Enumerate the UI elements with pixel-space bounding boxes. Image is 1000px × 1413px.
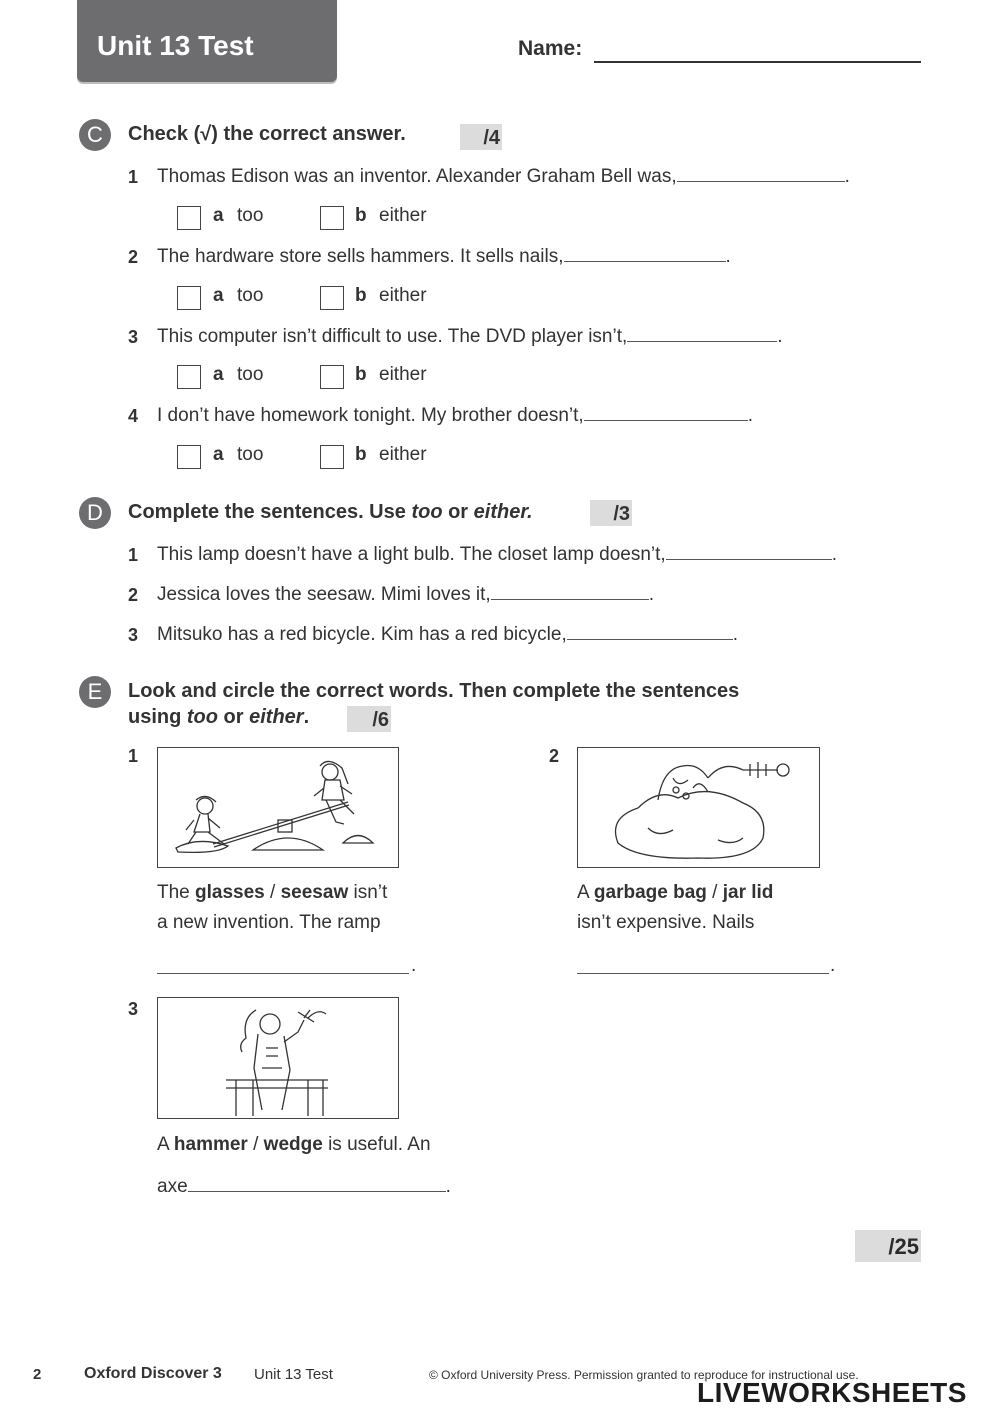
option-a-letter: a bbox=[213, 364, 224, 385]
option-b-label: either bbox=[379, 444, 427, 465]
item-sentence: A garbage bag / jar lid bbox=[577, 882, 774, 903]
option-a-letter: a bbox=[213, 205, 224, 226]
question-number: 1 bbox=[128, 167, 139, 187]
option-b-checkbox[interactable] bbox=[320, 365, 344, 389]
hammer-illustration bbox=[157, 997, 399, 1119]
question-text: Jessica loves the seesaw. Mimi loves it, . bbox=[157, 584, 654, 605]
option-a-letter: a bbox=[213, 285, 224, 306]
word-choice[interactable]: hammer bbox=[173, 1134, 248, 1155]
question-text: Mitsuko has a red bicycle. Kim has a red bicycle, . bbox=[157, 624, 739, 645]
option-a-letter: a bbox=[213, 444, 224, 465]
option-b-checkbox[interactable] bbox=[320, 445, 344, 469]
option-b-letter: b bbox=[355, 205, 367, 226]
question-number: 4 bbox=[128, 406, 139, 426]
name-label: Name: bbox=[518, 37, 583, 60]
option-a-label: too bbox=[237, 444, 264, 465]
option-b-label: either bbox=[379, 205, 427, 226]
question-number: 3 bbox=[128, 625, 139, 645]
section-e-score: /6 bbox=[347, 706, 391, 732]
answer-blank[interactable] bbox=[577, 957, 829, 974]
section-c-heading: Check (√) the correct answer. bbox=[128, 123, 406, 145]
answer-blank[interactable] bbox=[157, 957, 409, 974]
question-number: 2 bbox=[128, 585, 139, 605]
option-b-letter: b bbox=[355, 364, 367, 385]
hammer-drawing bbox=[158, 998, 398, 1118]
liveworksheets-logo: LIVEWORKSHEETS bbox=[697, 1377, 967, 1408]
answer-blank[interactable] bbox=[627, 325, 777, 342]
page-title: Unit 13 Test bbox=[97, 30, 254, 61]
option-b-checkbox[interactable] bbox=[320, 286, 344, 310]
garbage-bag-illustration bbox=[577, 747, 820, 868]
option-a-label: too bbox=[237, 364, 264, 385]
option-b-letter: b bbox=[355, 444, 367, 465]
option-b-letter: b bbox=[355, 285, 367, 306]
answer-blank[interactable] bbox=[584, 404, 748, 421]
section-c-marker: C bbox=[79, 119, 111, 151]
section-d-marker: D bbox=[79, 497, 111, 529]
question-number: 3 bbox=[128, 999, 139, 1019]
word-choice[interactable]: garbage bag bbox=[593, 882, 707, 903]
book-title: Oxford Discover 3 bbox=[84, 1365, 222, 1382]
question-number: 2 bbox=[128, 247, 139, 267]
unit-label: Unit 13 Test bbox=[254, 1366, 333, 1383]
question-number: 3 bbox=[128, 327, 139, 347]
question-number: 1 bbox=[128, 746, 139, 766]
word-choice[interactable]: jar lid bbox=[722, 882, 774, 903]
option-a-label: too bbox=[237, 205, 264, 226]
option-a-checkbox[interactable] bbox=[177, 206, 201, 230]
section-d-score: /3 bbox=[590, 500, 632, 526]
word-choice[interactable]: seesaw bbox=[280, 882, 349, 903]
seesaw-illustration bbox=[157, 747, 399, 868]
section-d-heading: Complete the sentences. Use too or either. bbox=[128, 501, 533, 523]
word-choice[interactable]: wedge bbox=[263, 1134, 323, 1155]
answer-blank[interactable] bbox=[491, 583, 649, 600]
section-e-heading: Look and circle the correct words. Then complete the sentences bbox=[128, 680, 740, 702]
option-a-checkbox[interactable] bbox=[177, 365, 201, 389]
garbage-bag-drawing bbox=[578, 748, 819, 867]
page-number: 2 bbox=[33, 1366, 42, 1383]
section-e-marker: E bbox=[79, 676, 111, 708]
word-choice[interactable]: glasses bbox=[195, 882, 265, 903]
option-a-checkbox[interactable] bbox=[177, 286, 201, 310]
item-sentence: The glasses / seesaw isn’t bbox=[157, 882, 388, 903]
option-b-checkbox[interactable] bbox=[320, 206, 344, 230]
answer-blank[interactable] bbox=[188, 1175, 446, 1192]
item-sentence-line2: axe . bbox=[157, 1176, 451, 1197]
item-sentence-line2: isn’t expensive. Nails bbox=[577, 912, 755, 933]
name-field[interactable] bbox=[594, 61, 921, 63]
section-e-heading-line2: using too or either. bbox=[128, 706, 310, 728]
option-b-label: either bbox=[379, 285, 427, 306]
option-a-checkbox[interactable] bbox=[177, 445, 201, 469]
question-text: This lamp doesn’t have a light bulb. The closet lamp doesn’t, . bbox=[157, 544, 837, 565]
option-a-label: too bbox=[237, 285, 264, 306]
question-number: 2 bbox=[549, 746, 560, 766]
item-sentence-line2: a new invention. The ramp bbox=[157, 912, 381, 933]
question-text: Thomas Edison was an inventor. Alexander Graham Bell was, . bbox=[157, 166, 850, 187]
option-b-label: either bbox=[379, 364, 427, 385]
seesaw-drawing bbox=[158, 748, 398, 867]
question-text: The hardware store sells hammers. It sells nails, . bbox=[157, 246, 731, 267]
copyright: © Oxford University Press. Permission granted to reproduce for instructional use. bbox=[429, 1368, 859, 1382]
total-score: /25 bbox=[855, 1230, 921, 1262]
question-text: This computer isn’t difficult to use. The DVD player isn’t, . bbox=[157, 326, 783, 347]
question-text: I don’t have homework tonight. My brother doesn’t, . bbox=[157, 405, 753, 426]
item-end: . bbox=[411, 955, 417, 976]
item-sentence: A hammer / wedge is useful. An bbox=[157, 1134, 431, 1155]
answer-blank[interactable] bbox=[677, 165, 845, 182]
answer-blank[interactable] bbox=[564, 245, 726, 262]
answer-blank[interactable] bbox=[567, 623, 733, 640]
item-end: . bbox=[830, 955, 836, 976]
answer-blank[interactable] bbox=[666, 543, 832, 560]
question-number: 1 bbox=[128, 545, 139, 565]
section-c-score: /4 bbox=[460, 124, 502, 150]
